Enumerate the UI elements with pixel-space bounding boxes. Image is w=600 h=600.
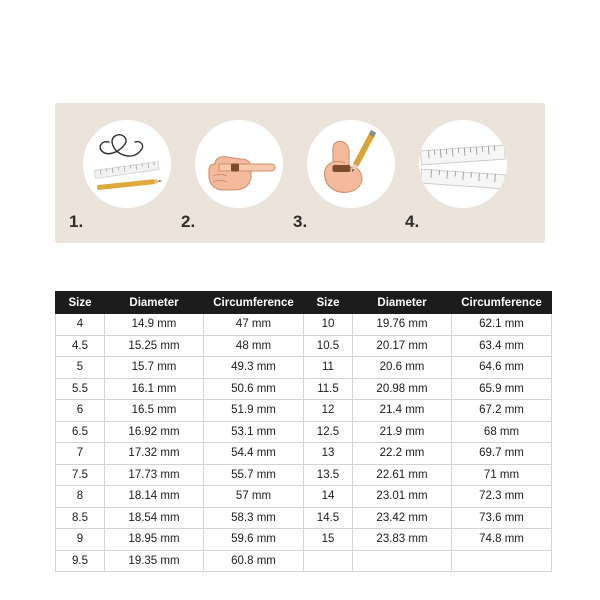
cell-size-right: 11.5 xyxy=(304,378,353,400)
cell-size-left: 5 xyxy=(56,357,105,379)
step-1-number: 1. xyxy=(69,212,84,231)
cell-circumference-left: 54.4 mm xyxy=(204,443,304,465)
table-row xyxy=(56,421,552,443)
cell-diameter-left: 19.35 mm xyxy=(105,550,204,572)
cell-diameter-right: 23.83 mm xyxy=(353,529,452,551)
cell-circumference-right: 63.4 mm xyxy=(452,335,552,357)
cell-diameter-left: 16.5 mm xyxy=(105,400,204,422)
table-row xyxy=(56,464,552,486)
table-header xyxy=(56,292,552,314)
table-row xyxy=(56,335,552,357)
cell-size-right: 10 xyxy=(304,314,353,336)
cell-diameter-left: 16.92 mm xyxy=(105,421,204,443)
cell-circumference-right: 73.6 mm xyxy=(452,507,552,529)
cell-size-right: 10.5 xyxy=(304,335,353,357)
table-row xyxy=(56,550,552,572)
step-2-number: 2. xyxy=(181,212,196,231)
cell-size-right: 11 xyxy=(304,357,353,379)
cell-diameter-left: 15.7 mm xyxy=(105,357,204,379)
cell-size-right: 14.5 xyxy=(304,507,353,529)
cell-circumference-left: 59.6 mm xyxy=(204,529,304,551)
cell-diameter-right: 19.76 mm xyxy=(353,314,452,336)
cell-diameter-left: 15.25 mm xyxy=(105,335,204,357)
cell-diameter-right: 22.2 mm xyxy=(353,443,452,465)
ring-size-table-wrapper xyxy=(55,291,545,572)
step-3-number: 3. xyxy=(293,212,308,231)
instruction-step-2 xyxy=(181,120,283,231)
cell-circumference-left: 57 mm xyxy=(204,486,304,508)
cell-circumference-left: 55.7 mm xyxy=(204,464,304,486)
cell-diameter-right-empty xyxy=(353,550,452,572)
cell-size-right: 12.5 xyxy=(304,421,353,443)
cell-diameter-left: 14.9 mm xyxy=(105,314,204,336)
table-row xyxy=(56,529,552,551)
header-circumference-left: Circumference xyxy=(204,292,304,314)
cell-circumference-right: 74.8 mm xyxy=(452,529,552,551)
cell-circumference-left: 49.3 mm xyxy=(204,357,304,379)
cell-size-right: 13.5 xyxy=(304,464,353,486)
cell-circumference-left: 51.9 mm xyxy=(204,400,304,422)
cell-diameter-right: 20.98 mm xyxy=(353,378,452,400)
cell-size-left: 6.5 xyxy=(56,421,105,443)
header-size-left: Size xyxy=(56,292,105,314)
header-size-right: Size xyxy=(304,292,353,314)
cell-diameter-right: 22.61 mm xyxy=(353,464,452,486)
cell-size-left: 8 xyxy=(56,486,105,508)
cell-diameter-right: 23.42 mm xyxy=(353,507,452,529)
cell-size-right: 12 xyxy=(304,400,353,422)
cell-circumference-right: 67.2 mm xyxy=(452,400,552,422)
step-4-number: 4. xyxy=(405,212,420,231)
cell-diameter-right: 20.17 mm xyxy=(353,335,452,357)
table-header-row xyxy=(56,292,552,314)
ruler-measure-icon xyxy=(419,120,507,208)
table-row xyxy=(56,400,552,422)
table-body xyxy=(56,314,552,572)
cell-diameter-right: 23.01 mm xyxy=(353,486,452,508)
cell-circumference-left: 48 mm xyxy=(204,335,304,357)
table-row xyxy=(56,378,552,400)
table-row xyxy=(56,357,552,379)
cell-size-right: 13 xyxy=(304,443,353,465)
cell-size-left: 5.5 xyxy=(56,378,105,400)
cell-size-left: 4 xyxy=(56,314,105,336)
table-row xyxy=(56,443,552,465)
finger-with-string-and-pen-icon xyxy=(307,120,395,208)
cell-circumference-right: 72.3 mm xyxy=(452,486,552,508)
header-circumference-right: Circumference xyxy=(452,292,552,314)
cell-circumference-right: 64.6 mm xyxy=(452,357,552,379)
step-1-circle xyxy=(83,120,171,208)
cell-circumference-right: 69.7 mm xyxy=(452,443,552,465)
cell-size-left: 7.5 xyxy=(56,464,105,486)
ring-size-table xyxy=(55,291,552,572)
cell-size-left: 4.5 xyxy=(56,335,105,357)
step-3-circle xyxy=(307,120,395,208)
cell-diameter-left: 17.73 mm xyxy=(105,464,204,486)
instruction-step-4 xyxy=(405,120,507,231)
instruction-step-3 xyxy=(293,120,395,231)
cell-diameter-left: 18.14 mm xyxy=(105,486,204,508)
hand-pointing-with-ring-icon xyxy=(195,120,283,208)
cell-diameter-right: 20.6 mm xyxy=(353,357,452,379)
table-row xyxy=(56,486,552,508)
step-2-circle xyxy=(195,120,283,208)
cell-diameter-right: 21.4 mm xyxy=(353,400,452,422)
cell-size-left: 6 xyxy=(56,400,105,422)
cell-diameter-left: 18.54 mm xyxy=(105,507,204,529)
instruction-illustration-band xyxy=(55,103,545,243)
cell-diameter-left: 18.95 mm xyxy=(105,529,204,551)
cell-diameter-right: 21.9 mm xyxy=(353,421,452,443)
cell-circumference-left: 53.1 mm xyxy=(204,421,304,443)
cell-circumference-right-empty xyxy=(452,550,552,572)
cell-size-right: 15 xyxy=(304,529,353,551)
cell-diameter-left: 16.1 mm xyxy=(105,378,204,400)
cell-size-right-empty xyxy=(304,550,353,572)
string-and-ruler-icon xyxy=(83,120,171,208)
cell-circumference-left: 60.8 mm xyxy=(204,550,304,572)
cell-circumference-right: 71 mm xyxy=(452,464,552,486)
cell-size-left: 7 xyxy=(56,443,105,465)
cell-circumference-left: 58.3 mm xyxy=(204,507,304,529)
cell-size-left: 9.5 xyxy=(56,550,105,572)
cell-circumference-left: 47 mm xyxy=(204,314,304,336)
header-diameter-right: Diameter xyxy=(353,292,452,314)
instruction-step-1 xyxy=(69,120,171,231)
cell-size-left: 8.5 xyxy=(56,507,105,529)
cell-circumference-left: 50.6 mm xyxy=(204,378,304,400)
cell-circumference-right: 62.1 mm xyxy=(452,314,552,336)
cell-circumference-right: 65.9 mm xyxy=(452,378,552,400)
header-diameter-left: Diameter xyxy=(105,292,204,314)
cell-size-right: 14 xyxy=(304,486,353,508)
table-row xyxy=(56,507,552,529)
step-4-circle xyxy=(419,120,507,208)
table-row xyxy=(56,314,552,336)
cell-circumference-right: 68 mm xyxy=(452,421,552,443)
cell-size-left: 9 xyxy=(56,529,105,551)
cell-diameter-left: 17.32 mm xyxy=(105,443,204,465)
